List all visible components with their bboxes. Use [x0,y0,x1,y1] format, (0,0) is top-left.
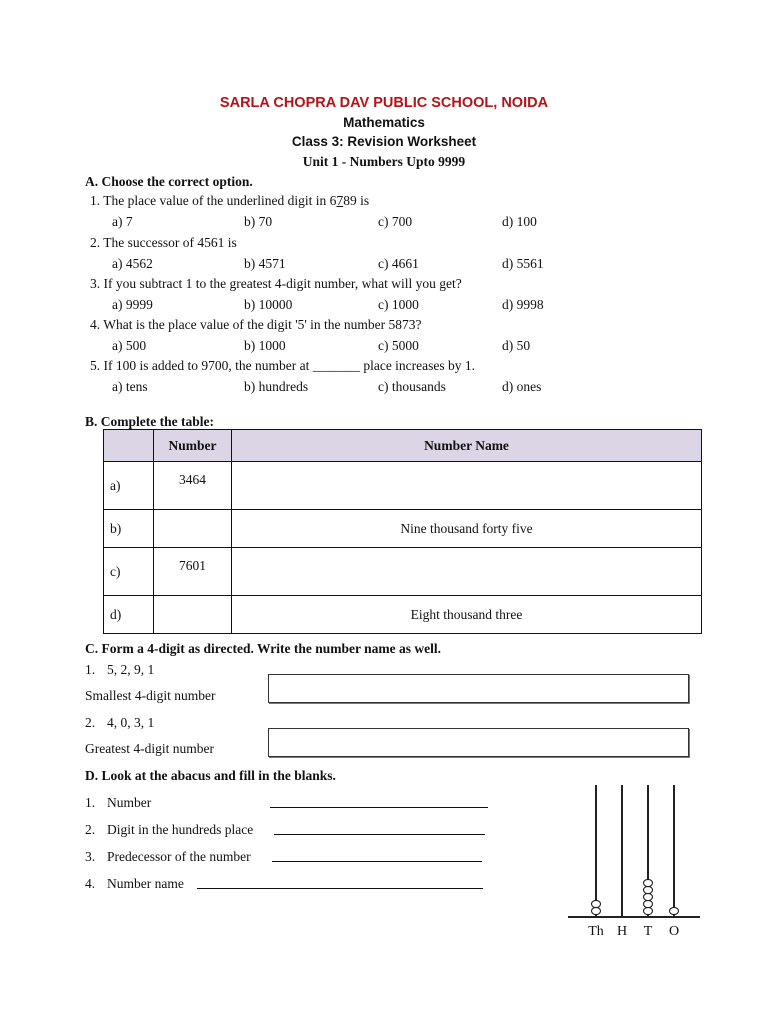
q5-option-b[interactable]: b) hundreds [244,379,309,394]
q4-option-a[interactable]: a) 500 [112,338,147,353]
number-cell[interactable] [154,596,232,634]
section-a-title: A. Choose the correct option. [85,174,253,189]
table-header-number: Number [154,430,232,462]
question-2: 2. The successor of 4561 is [90,235,237,250]
number-cell[interactable]: 3464 [154,462,232,510]
table-header-blank [104,430,154,462]
abacus-bead-tens [644,893,653,900]
abacus-label-tens: T [643,924,653,939]
section-c-title: C. Form a 4-digit as directed. Write the number name as well. [85,641,441,656]
q1-option-a[interactable]: a) 7 [112,214,133,229]
d-item-2-number: 2. [85,822,96,837]
q3-option-c[interactable]: c) 1000 [378,297,419,312]
q1-option-d[interactable]: d) 100 [502,214,537,229]
q1-option-b[interactable]: b) 70 [244,214,273,229]
abacus-bead-tens [644,886,653,893]
row-label: c) [104,548,154,596]
question-5: 5. If 100 is added to 9700, the number at _______ place increases by 1. [90,358,476,373]
q2-option-d[interactable]: d) 5561 [502,256,544,271]
number-name-blank[interactable] [197,876,483,893]
q2-option-a[interactable]: a) 4562 [112,256,153,271]
c-item-1-digits: 5, 2, 9, 1 [107,662,155,677]
row-label: d) [104,596,154,634]
q5-option-c[interactable]: c) thousands [378,379,446,394]
abacus-bead-thousands [592,907,601,914]
row-label: b) [104,510,154,548]
number-table [103,429,702,634]
school-name: SARLA CHOPRA DAV PUBLIC SCHOOL, NOIDA [219,95,549,111]
smallest-number-answer-box[interactable] [268,674,689,703]
greatest-number-answer-box[interactable] [268,728,689,757]
q5-option-d[interactable]: d) ones [502,379,542,394]
row-label: a) [104,462,154,510]
hundreds-digit-blank[interactable] [274,822,485,839]
d-item-4-label: Number name [107,876,184,891]
question-1: 1. The place value of the underlined digit in 6789 is [90,193,370,208]
q4-option-d[interactable]: d) 50 [502,338,531,353]
abacus-bead-tens [644,879,653,886]
q5-option-a[interactable]: a) tens [112,379,148,394]
section-d-title: D. Look at the abacus and fill in the blanks. [85,768,336,783]
d-item-1-label: Number [107,795,152,810]
table-row [104,510,702,548]
number-name-cell[interactable]: Nine thousand forty five [232,510,702,548]
table-header-row [104,430,702,462]
number-name-cell[interactable] [232,548,702,596]
number-cell[interactable] [154,510,232,548]
abacus-diagram [560,780,710,945]
abacus-bead-thousands [592,900,601,907]
number-cell[interactable]: 7601 [154,548,232,596]
d-item-3-number: 3. [85,849,96,864]
q3-option-b[interactable]: b) 10000 [244,297,293,312]
d-item-3-label: Predecessor of the number [107,849,251,864]
table-header-number-name: Number Name [232,430,702,462]
worksheet-title: Class 3: Revision Worksheet [291,134,477,149]
c-item-2-digits: 4, 0, 3, 1 [107,715,155,730]
q2-option-c[interactable]: c) 4661 [378,256,419,271]
number-name-cell[interactable]: Eight thousand three [232,596,702,634]
q2-option-b[interactable]: b) 4571 [244,256,286,271]
subject-title: Mathematics [343,115,425,130]
table-row [104,548,702,596]
q4-option-c[interactable]: c) 5000 [378,338,419,353]
q3-option-a[interactable]: a) 9999 [112,297,153,312]
abacus-bead-tens [644,907,653,914]
number-blank[interactable] [270,795,488,812]
c-item-1-number: 1. [85,662,96,677]
abacus-label-thousands: Th [588,924,604,939]
q3-option-d[interactable]: d) 9998 [502,297,544,312]
d-item-1-number: 1. [85,795,96,810]
question-4: 4. What is the place value of the digit '5' in the number 5873? [90,317,422,332]
d-item-4-number: 4. [85,876,96,891]
question-3: 3. If you subtract 1 to the greatest 4-digit number, what will you get? [90,276,462,291]
predecessor-blank[interactable] [272,849,482,866]
q4-option-b[interactable]: b) 1000 [244,338,286,353]
table-row [104,462,702,510]
c-item-2-number: 2. [85,715,96,730]
abacus-label-hundreds: H [616,924,628,939]
abacus-bead-ones [670,907,679,914]
q1-option-c[interactable]: c) 700 [378,214,413,229]
d-item-2-label: Digit in the hundreds place [107,822,254,837]
underlined-digit: 7 [336,193,344,208]
section-b-title: B. Complete the table: [85,414,214,429]
c-item-1-label: Smallest 4-digit number [85,688,216,703]
abacus-bead-tens [644,900,653,907]
unit-title: Unit 1 - Numbers Upto 9999 [302,154,466,169]
table-row [104,596,702,634]
c-item-2-label: Greatest 4-digit number [85,741,214,756]
number-name-cell[interactable] [232,462,702,510]
abacus-label-ones: O [668,924,680,939]
